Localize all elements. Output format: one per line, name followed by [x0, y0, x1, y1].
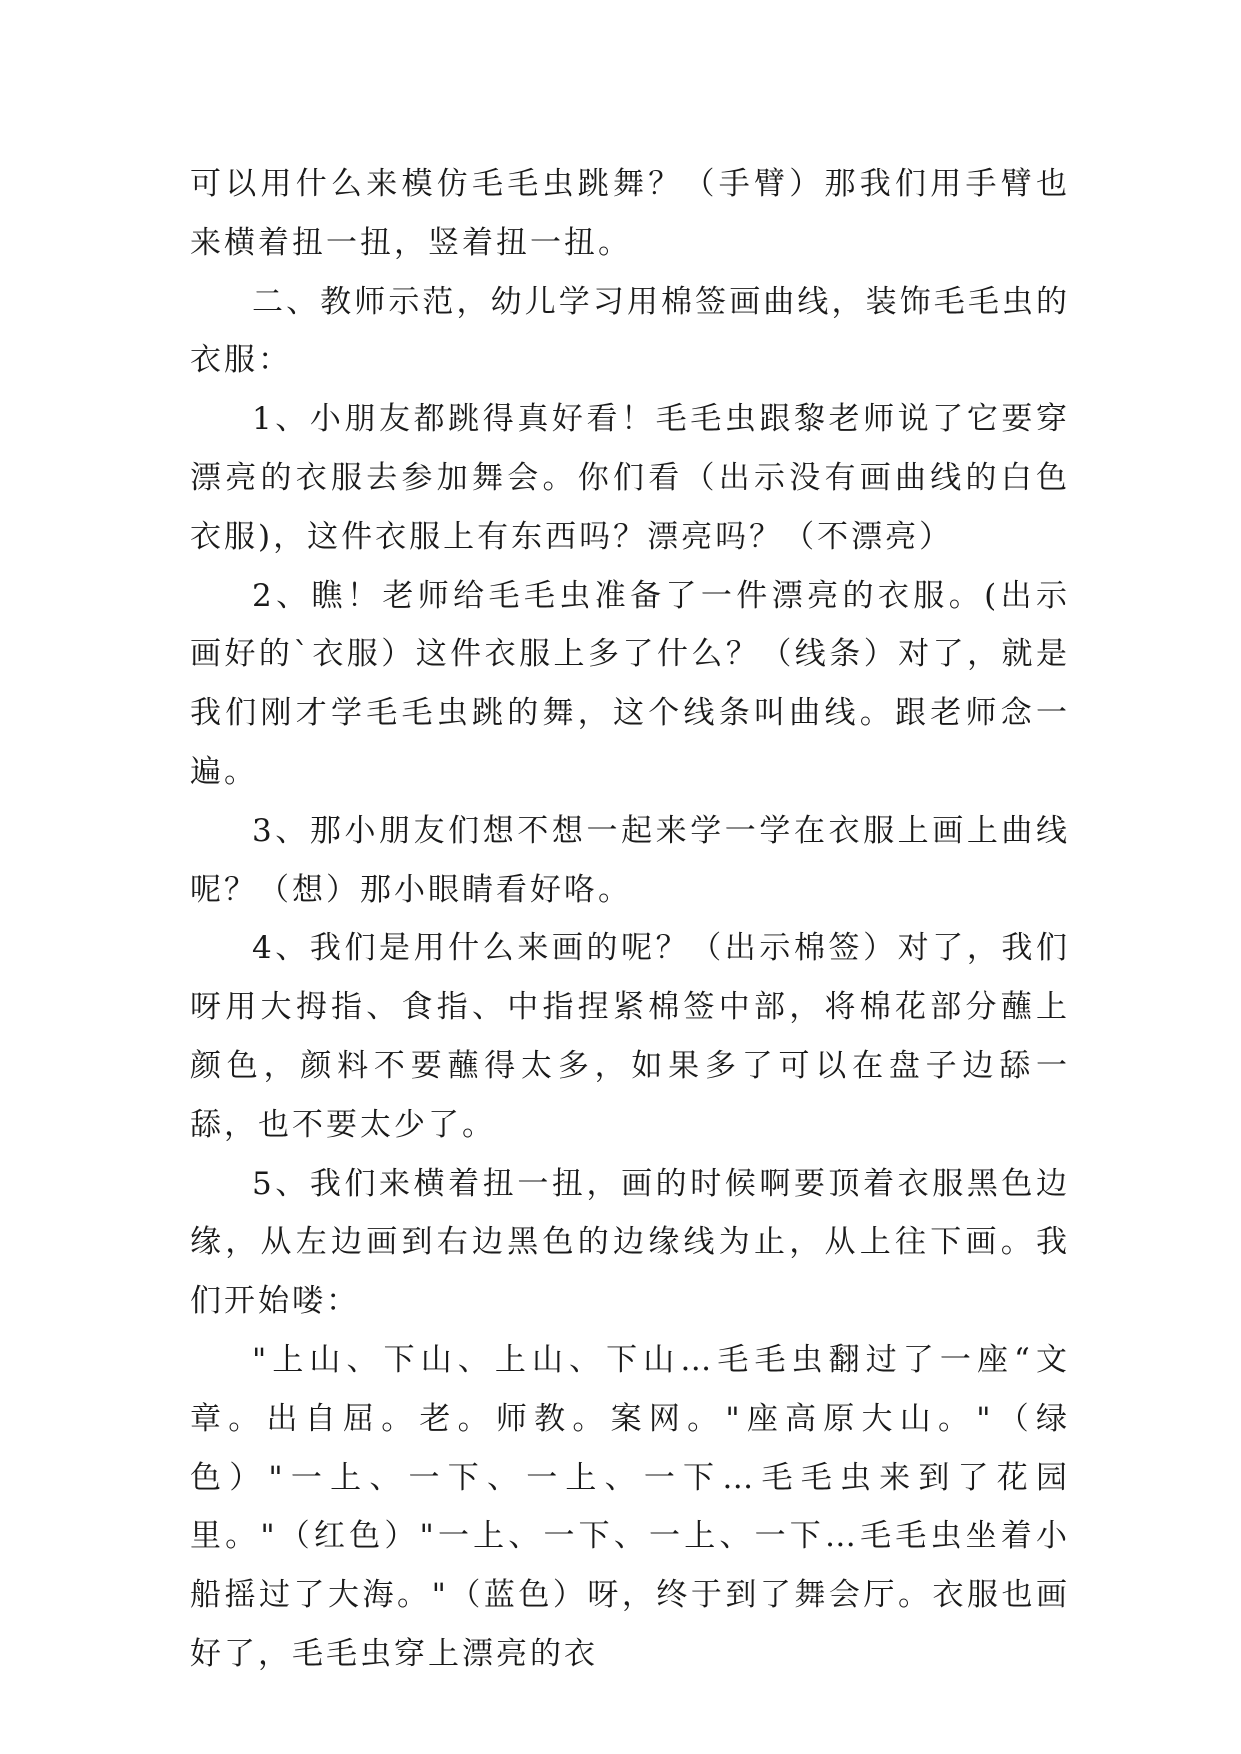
- paragraph-step-5: 5、我们来横着扭一扭，画的时候啊要顶着衣服黑色边缘，从左边画到右边黑色的边缘线为止，从上往下画。我们开始喽：: [190, 1165, 1070, 1320]
- document-body: [190, 155, 1070, 1684]
- paragraph-step-1: 1、小朋友都跳得真好看！毛毛虫跟黎老师说了它要穿漂亮的衣服去参加舞会。你们看（出示没有画曲线的白色衣服)，这件衣服上有东西吗？漂亮吗？（不漂亮）: [190, 401, 1070, 555]
- paragraph-step-4: 4、我们是用什么来画的呢？（出示棉签）对了，我们呀用大拇指、食指、中指捏紧棉签中部，将棉花部分蘸上颜色，颜料不要蘸得太多，如果多了可以在盘子边舔一舔，也不要太少了。: [190, 930, 1070, 1143]
- paragraph-chant: "上山、下山、上山、下山…毛毛虫翻过了一座“文章。出自屈。老。师教。案网。"座高原大山。"（绿色）"一上、一下、一上、一下…毛毛虫来到了花园里。"（红色）"一上、一下、一上、一下…毛毛虫坐着小船摇过了大海。"（蓝色）呀，终于到了舞会厅。衣服也画好了，毛毛虫穿上漂亮的衣: [190, 1341, 1070, 1672]
- paragraph-continuation: 可以用什么来模仿毛毛虫跳舞？（手臂）那我们用手臂也来横着扭一扭，竖着扭一扭。: [190, 166, 1070, 261]
- paragraph-step-3: 3、那小朋友们想不想一起来学一学在衣服上画上曲线呢？（想）那小眼睛看好咯。: [190, 812, 1070, 908]
- paragraph-section-two-heading: 二、教师示范，幼儿学习用棉签画曲线，装饰毛毛虫的衣服：: [190, 283, 1070, 379]
- paragraph-step-2: 2、瞧！老师给毛毛虫准备了一件漂亮的衣服。(出示画好的`衣服）这件衣服上多了什么？（线条）对了，就是我们刚才学毛毛虫跳的舞，这个线条叫曲线。跟老师念一遍。: [190, 577, 1070, 790]
